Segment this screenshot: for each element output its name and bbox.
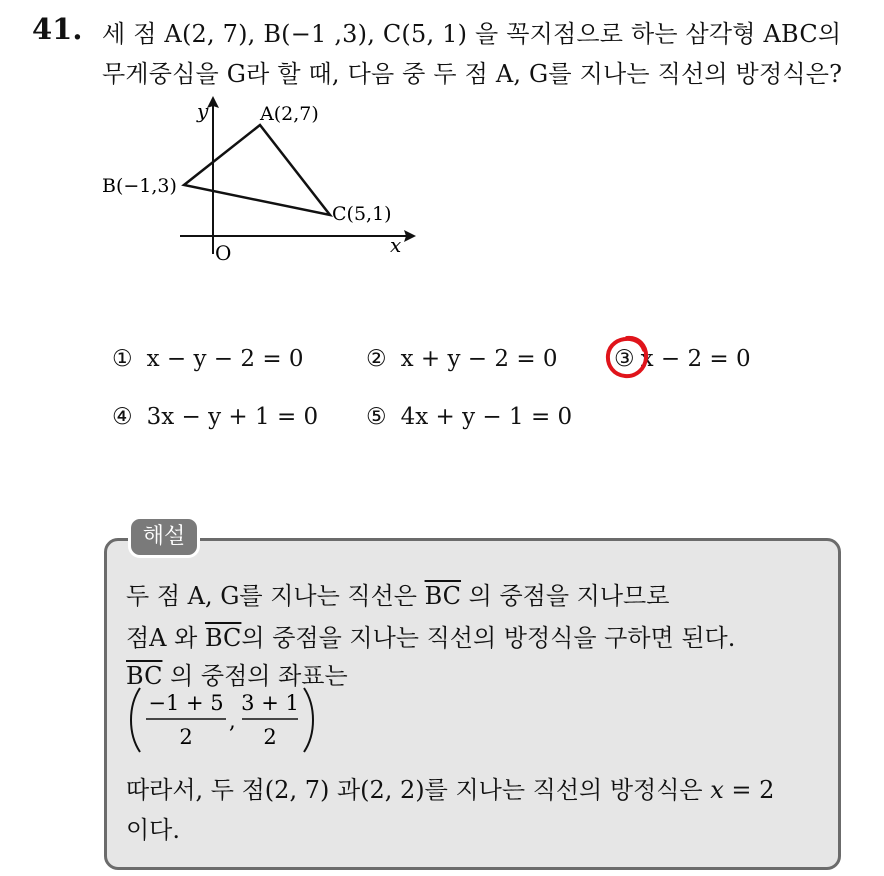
triangle-abc: [184, 125, 330, 215]
choice-1-expr: x − y − 2 = 0: [146, 346, 304, 372]
explanation-line-5-pre: 따라서, 두 점(2, 7) 과(2, 2)를 지나는 직선의 방정식은: [126, 776, 711, 804]
question-number: 41.: [32, 12, 83, 46]
segment-bc-2: $\overline{BC}$: [204, 624, 242, 652]
explanation-line-1-post: 의 중점을 지나므로: [461, 582, 670, 610]
choice-1-mark: ①: [112, 346, 133, 372]
answer-circle-stroke: [608, 338, 646, 376]
choice-2-expr: x + y − 2 = 0: [400, 346, 558, 372]
choice-2[interactable]: [366, 346, 558, 372]
explanation-line-2-post: 의 중점을 지나는 직선의 방정식을 구하면 된다.: [241, 624, 736, 652]
question-text-line-1: 세 점 A(2, 7), B(−1 ,3), C(5, 1) 을 꼭지점으로 하는 삼각형 ABC의: [102, 20, 842, 48]
explanation-line-5: [126, 770, 774, 805]
explanation-line-2: [126, 618, 735, 653]
choice-5-mark: ⑤: [366, 404, 387, 430]
fraction-comma: ,: [229, 709, 236, 733]
triangle-graph: [100, 96, 430, 296]
midpoint-fraction: [126, 684, 326, 756]
choice-4-mark: ④: [112, 404, 133, 430]
explanation-line-1-pre: 두 점 A, G를 지나는 직선은: [126, 582, 425, 610]
explanation-line-5-post: = 2: [723, 776, 775, 804]
choice-3-mark: ③: [614, 346, 635, 372]
frac2-denominator: 2: [263, 725, 277, 749]
frac1-denominator: 2: [179, 725, 193, 749]
choice-4-expr: 3x − y + 1 = 0: [146, 404, 319, 430]
choice-5[interactable]: [366, 404, 572, 430]
point-a-label: A(2,7): [260, 103, 319, 125]
point-c-label: C(5,1): [332, 203, 392, 225]
choice-2-mark: ②: [366, 346, 387, 372]
explanation-line-3-post: 의 중점의 좌표는: [162, 662, 348, 690]
choice-1[interactable]: [112, 346, 304, 372]
answer-circle-marker: [604, 334, 650, 380]
explanation-line-5-var: x: [710, 776, 724, 804]
right-paren: [304, 688, 313, 752]
question-text-line-2: 무게중심을 G라 할 때, 다음 중 두 점 A, G를 지나는 직선의 방정식은?: [102, 60, 843, 88]
explanation-tag: 해설: [128, 516, 200, 558]
origin-label: O: [215, 241, 232, 265]
x-axis-label: x: [390, 233, 402, 257]
point-b-label: B(−1,3): [102, 175, 177, 197]
segment-bc-1: $\overline{BC}$: [424, 582, 462, 610]
frac2-numerator: 3 + 1: [241, 691, 299, 715]
explanation-line-6: 이다.: [126, 816, 180, 844]
left-paren: [131, 688, 140, 752]
choice-4[interactable]: [112, 404, 318, 430]
frac1-numerator: −1 + 5: [148, 691, 224, 715]
explanation-line-1: [126, 576, 669, 611]
segment-bc-3: $\overline{BC}$: [126, 662, 163, 690]
choice-3-expr: x − 2 = 0: [640, 346, 751, 372]
explanation-line-2-pre: 점A 와: [126, 624, 205, 652]
y-axis-label: y: [197, 99, 209, 123]
choice-5-expr: 4x + y − 1 = 0: [400, 404, 573, 430]
